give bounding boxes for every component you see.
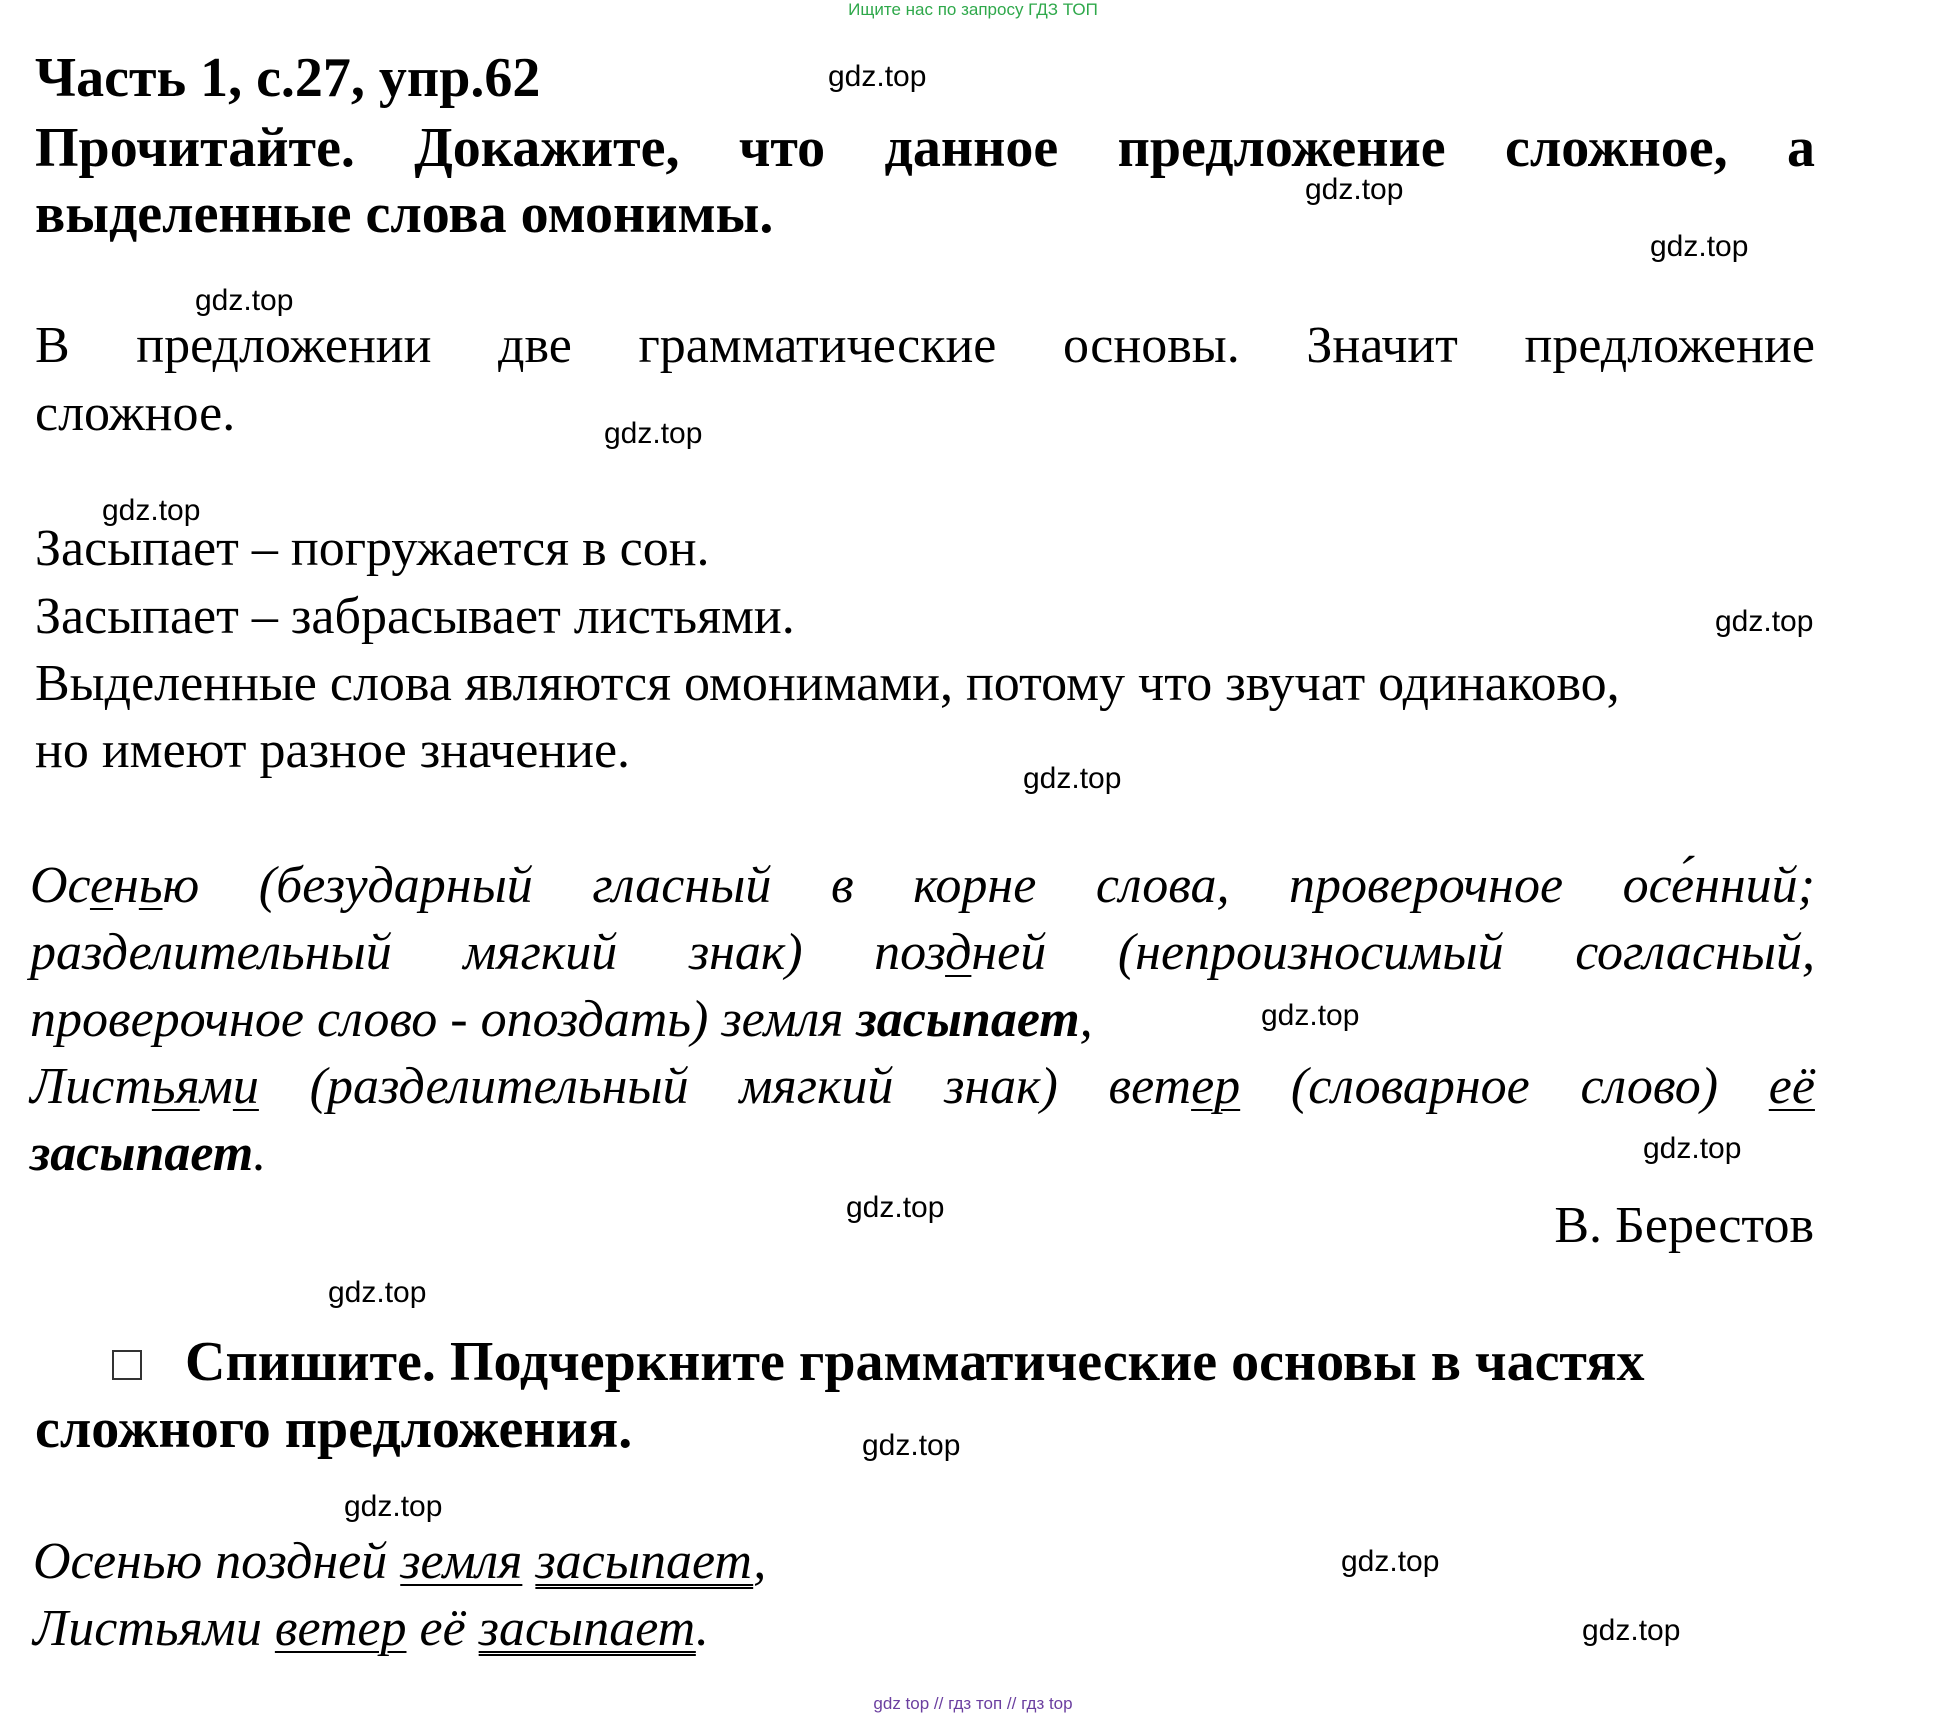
text-fragment: Ос (30, 857, 90, 914)
poem-author: В. Берестов (1554, 1197, 1814, 1254)
text-fragment: . (695, 1600, 709, 1657)
watermark: gdz.top (1305, 173, 1404, 206)
underlined-letters: ья (151, 1058, 200, 1115)
watermark: gdz.top (846, 1191, 945, 1224)
watermark: gdz.top (828, 60, 927, 93)
poem-word: (безударный (258, 857, 533, 914)
poem-analysis-line2 (30, 923, 1815, 982)
watermark: gdz.top (328, 1276, 427, 1309)
answer1-word: две (498, 317, 572, 374)
page-title: Часть 1, с.27, упр.62 (35, 47, 541, 109)
poem-word (30, 1057, 259, 1116)
poem-word: (словарное (1290, 1058, 1530, 1115)
poem-word: разделительный (30, 924, 392, 981)
homonym-bold: засыпает (856, 991, 1080, 1048)
homonym-line2: Засыпает – забрасывает листьями. (35, 588, 795, 645)
checkbox-icon (112, 1350, 142, 1380)
watermark: gdz.top (195, 284, 294, 317)
text-fragment: , (753, 1533, 767, 1590)
underlined-letters: ер (1191, 1058, 1241, 1115)
text-fragment: Лист (30, 1058, 152, 1115)
text-fragment: н (113, 857, 139, 914)
text-fragment: проверочное слово - опоздать) земля (30, 991, 857, 1048)
poem-analysis-line5 (30, 1124, 266, 1183)
answer1-word: основы. (1063, 317, 1240, 374)
task1-word: что (738, 117, 826, 179)
watermark: gdz.top (1261, 999, 1360, 1032)
poem-word (874, 923, 1046, 982)
watermark: gdz.top (344, 1490, 443, 1523)
poem-word: (непроизносимый (1117, 924, 1504, 981)
poem-word (1109, 1057, 1241, 1116)
predicate-underlined: засыпает (535, 1533, 754, 1590)
watermark: gdz.top (1341, 1545, 1440, 1578)
watermark: gdz.top (1643, 1132, 1742, 1165)
poem-analysis-line3 (30, 990, 1093, 1049)
task1-word: данное (884, 117, 1059, 179)
homonym-line3: Выделенные слова являются омонимами, потому что звучат одинаково, (35, 655, 1620, 712)
watermark: gdz.top (862, 1429, 961, 1462)
poem-word: слова, (1095, 857, 1230, 914)
text-fragment: вет (1108, 1058, 1192, 1115)
watermark: gdz.top (1715, 605, 1814, 638)
task2-line1: Спишите. Подчеркните грамматические основы в частях (185, 1331, 1645, 1393)
text-fragment: ю (162, 857, 200, 914)
watermark: gdz.top (1650, 230, 1749, 263)
poem-word: согласный, (1575, 924, 1815, 981)
answer1-word: предложение (1524, 317, 1815, 374)
poem-word (30, 856, 199, 915)
text-fragment: Листьями (33, 1600, 275, 1657)
watermark: gdz.top (604, 417, 703, 450)
homonym-bold: засыпает (30, 1125, 254, 1182)
task1-word: предложение (1117, 117, 1446, 179)
text-fragment: , (1079, 991, 1093, 1048)
predicate-underlined: засыпает (478, 1600, 696, 1657)
watermark: gdz.top (1023, 762, 1122, 795)
answer1-word: Значит (1306, 317, 1458, 374)
poem-word: корне (913, 857, 1037, 914)
task1-line1 (35, 116, 1815, 180)
poem-word: в (830, 857, 854, 914)
poem-word: знак) (944, 1058, 1058, 1115)
top-search-link[interactable]: Ищите нас по запросу ГДЗ ТОП (848, 0, 1098, 19)
poem-word: гласный (592, 857, 772, 914)
task1-word: сложное, (1504, 117, 1728, 179)
text-fragment: м (199, 1058, 233, 1115)
answer1-word: предложении (136, 317, 432, 374)
text-fragment: её (406, 1600, 479, 1657)
task2-line2: сложного предложения. (35, 1398, 633, 1460)
bottom-links[interactable]: gdz top // гдз топ // гдз top (873, 1694, 1073, 1713)
text-fragment: . (253, 1125, 267, 1182)
answer1-word: грамматические (638, 317, 997, 374)
answer2-line2 (33, 1599, 709, 1658)
poem-analysis-line4 (30, 1057, 1815, 1116)
homonym-line4: но имеют разное значение. (35, 722, 631, 779)
underlined-letter: и (232, 1058, 259, 1115)
answer1-word: В (35, 317, 70, 374)
underlined-letter: д (945, 924, 972, 981)
homonym-line1: Засыпает – погружается в сон. (35, 520, 710, 577)
watermark: gdz.top (1582, 1614, 1681, 1647)
underlined-letter: е (89, 857, 114, 914)
poem-word: её (1768, 1058, 1815, 1115)
text-fragment (522, 1533, 535, 1590)
task1-word: а (1786, 117, 1815, 179)
answer1-line1 (35, 316, 1815, 375)
poem-word: осе́нний; (1622, 857, 1815, 914)
task1-word: Докажите, (414, 117, 680, 179)
answer2-line1 (33, 1532, 766, 1591)
watermark: gdz.top (102, 494, 201, 527)
text-fragment: Осенью поздней (33, 1533, 401, 1590)
poem-word: мягкий (463, 924, 618, 981)
poem-word: (разделительный (309, 1058, 689, 1115)
subject-underlined: земля (400, 1533, 523, 1590)
task1-word: Прочитайте. (35, 117, 355, 179)
poem-word: мягкий (739, 1058, 894, 1115)
text-fragment: ней (971, 924, 1047, 981)
poem-analysis-line1 (30, 856, 1815, 915)
poem-word: слово) (1580, 1058, 1719, 1115)
task1-line2: выделенные слова омонимы. (35, 183, 774, 245)
subject-underlined: ветер (274, 1600, 407, 1657)
poem-word: знак) (688, 924, 803, 981)
answer1-line2: сложное. (35, 385, 236, 442)
text-fragment: поз (874, 924, 946, 981)
underlined-letter: ь (138, 857, 163, 914)
poem-word: проверочное (1289, 857, 1564, 914)
